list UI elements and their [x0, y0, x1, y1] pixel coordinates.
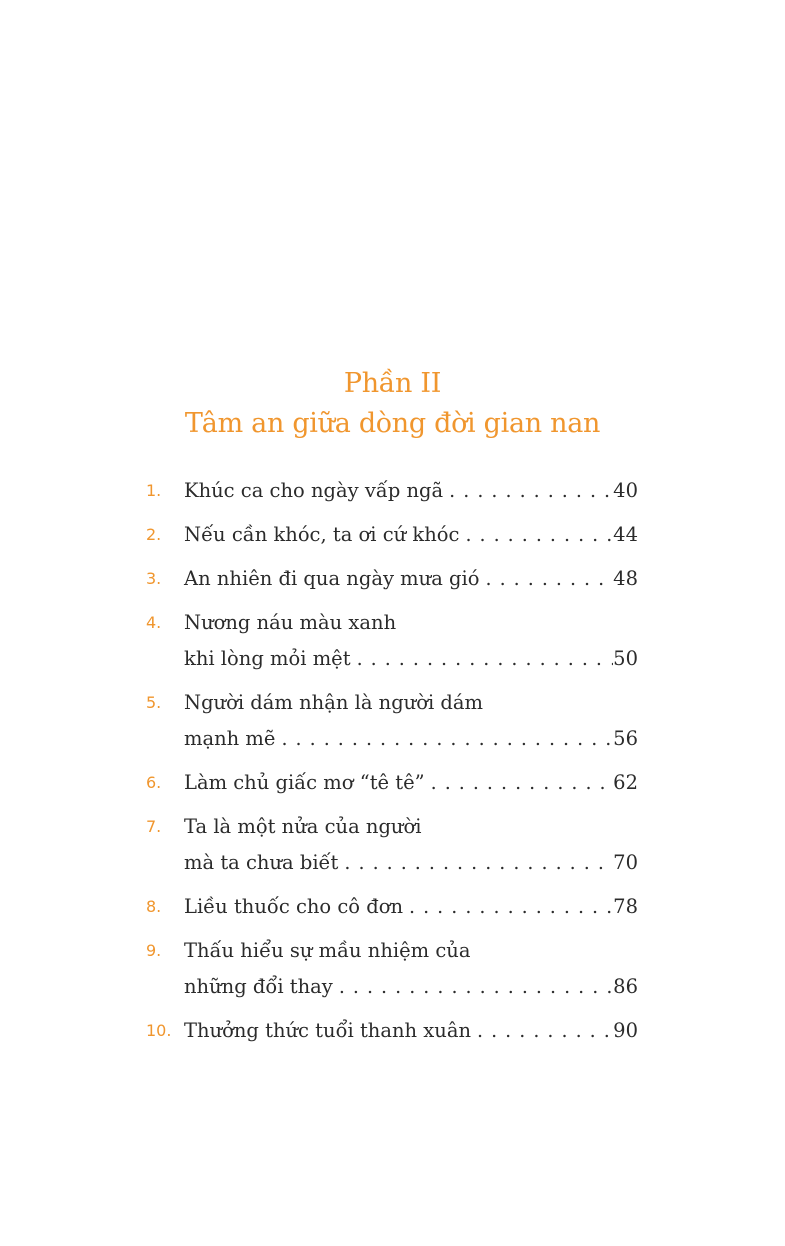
toc-entry-line: [184, 517, 638, 553]
toc-entry: [146, 1013, 638, 1049]
toc-entry-title: Thưởng thức tuổi thanh xuân: [184, 1019, 472, 1042]
toc-entry-title: Khúc ca cho ngày vấp ngã: [184, 479, 444, 502]
toc-entry-page-number: 70: [613, 851, 638, 874]
toc-entry: [146, 605, 638, 677]
toc-entry-line: [184, 561, 638, 597]
dot-leader: [480, 561, 614, 597]
toc-entry-title: Ta là một nửa của người: [184, 815, 422, 838]
toc-entry-page-number: 62: [613, 771, 638, 794]
dot-leader: [459, 517, 613, 553]
toc-entry-number: 9.: [146, 941, 162, 960]
toc-entry: [146, 517, 638, 553]
toc-entry: [146, 933, 638, 1005]
toc-entry-title: Nếu cần khóc, ta ơi cứ khóc: [184, 523, 460, 546]
dot-leader: [425, 765, 614, 801]
toc-entry-number: 3.: [146, 569, 162, 588]
toc-entry-page-number: 50: [613, 647, 638, 670]
dot-leader: [443, 473, 613, 509]
toc-entry-title: những đổi thay: [184, 975, 333, 998]
toc-entry: [146, 765, 638, 801]
part-title: Tâm an giữa dòng đời gian nan: [184, 408, 601, 439]
dot-leader: [403, 889, 613, 925]
toc-entry-number: 8.: [146, 897, 162, 916]
toc-entry-title: mạnh mẽ: [184, 727, 276, 750]
toc-entry-line: [184, 889, 638, 925]
toc-entry-title: An nhiên đi qua ngày mưa gió: [184, 567, 480, 590]
toc-entry: [146, 889, 638, 925]
toc-entry-title: Thấu hiểu sự mầu nhiệm của: [184, 939, 471, 962]
toc-entry-number: 7.: [146, 817, 162, 836]
toc-entry: [146, 473, 638, 509]
toc-entry-line: [184, 605, 638, 641]
dot-leader: [351, 641, 614, 677]
toc-entry-line: [184, 809, 638, 845]
toc-entry-line: [184, 845, 638, 881]
toc-entry-title: Người dám nhận là người dám: [184, 691, 484, 714]
toc-entry-title: Làm chủ giấc mơ “tê tê”: [184, 771, 425, 794]
toc-entry-line: [184, 641, 638, 677]
toc-entry-page-number: 90: [613, 1019, 638, 1042]
toc-entry-number: 2.: [146, 525, 162, 544]
dot-leader: [333, 969, 613, 1005]
toc-entry-line: [184, 969, 638, 1005]
toc-entry: [146, 561, 638, 597]
toc-entry-number: 4.: [146, 613, 162, 632]
toc-entry-line: [184, 721, 638, 757]
toc-entry-line: [184, 765, 638, 801]
toc-entry: [146, 809, 638, 881]
table-of-contents: [146, 473, 638, 1057]
toc-entry-number: 5.: [146, 693, 162, 712]
toc-entry-title: Nương náu màu xanh: [184, 611, 397, 634]
toc-entry-page-number: 86: [613, 975, 638, 998]
dot-leader: [471, 1013, 613, 1049]
toc-entry-page-number: 78: [613, 895, 638, 918]
dot-leader: [275, 721, 613, 757]
toc-entry-title: mà ta chưa biết: [184, 851, 339, 874]
toc-entry-number: 1.: [146, 481, 162, 500]
toc-entry-line: [184, 1013, 638, 1049]
part-label: Phần II: [343, 368, 442, 399]
toc-entry-page-number: 56: [613, 727, 638, 750]
toc-entry-line: [184, 473, 638, 509]
toc-entry-line: [184, 933, 638, 969]
toc-entry: [146, 685, 638, 757]
toc-entry-number: 6.: [146, 773, 162, 792]
toc-entry-number: 10.: [146, 1021, 172, 1040]
toc-entry-page-number: 48: [613, 567, 638, 590]
toc-entry-page-number: 44: [613, 523, 638, 546]
toc-entry-title: khi lòng mỏi mệt: [184, 647, 351, 670]
toc-entry-title: Liều thuốc cho cô đơn: [184, 895, 404, 918]
dot-leader: [338, 845, 613, 881]
toc-entry-page-number: 40: [613, 479, 638, 502]
toc-entry-line: [184, 685, 638, 721]
